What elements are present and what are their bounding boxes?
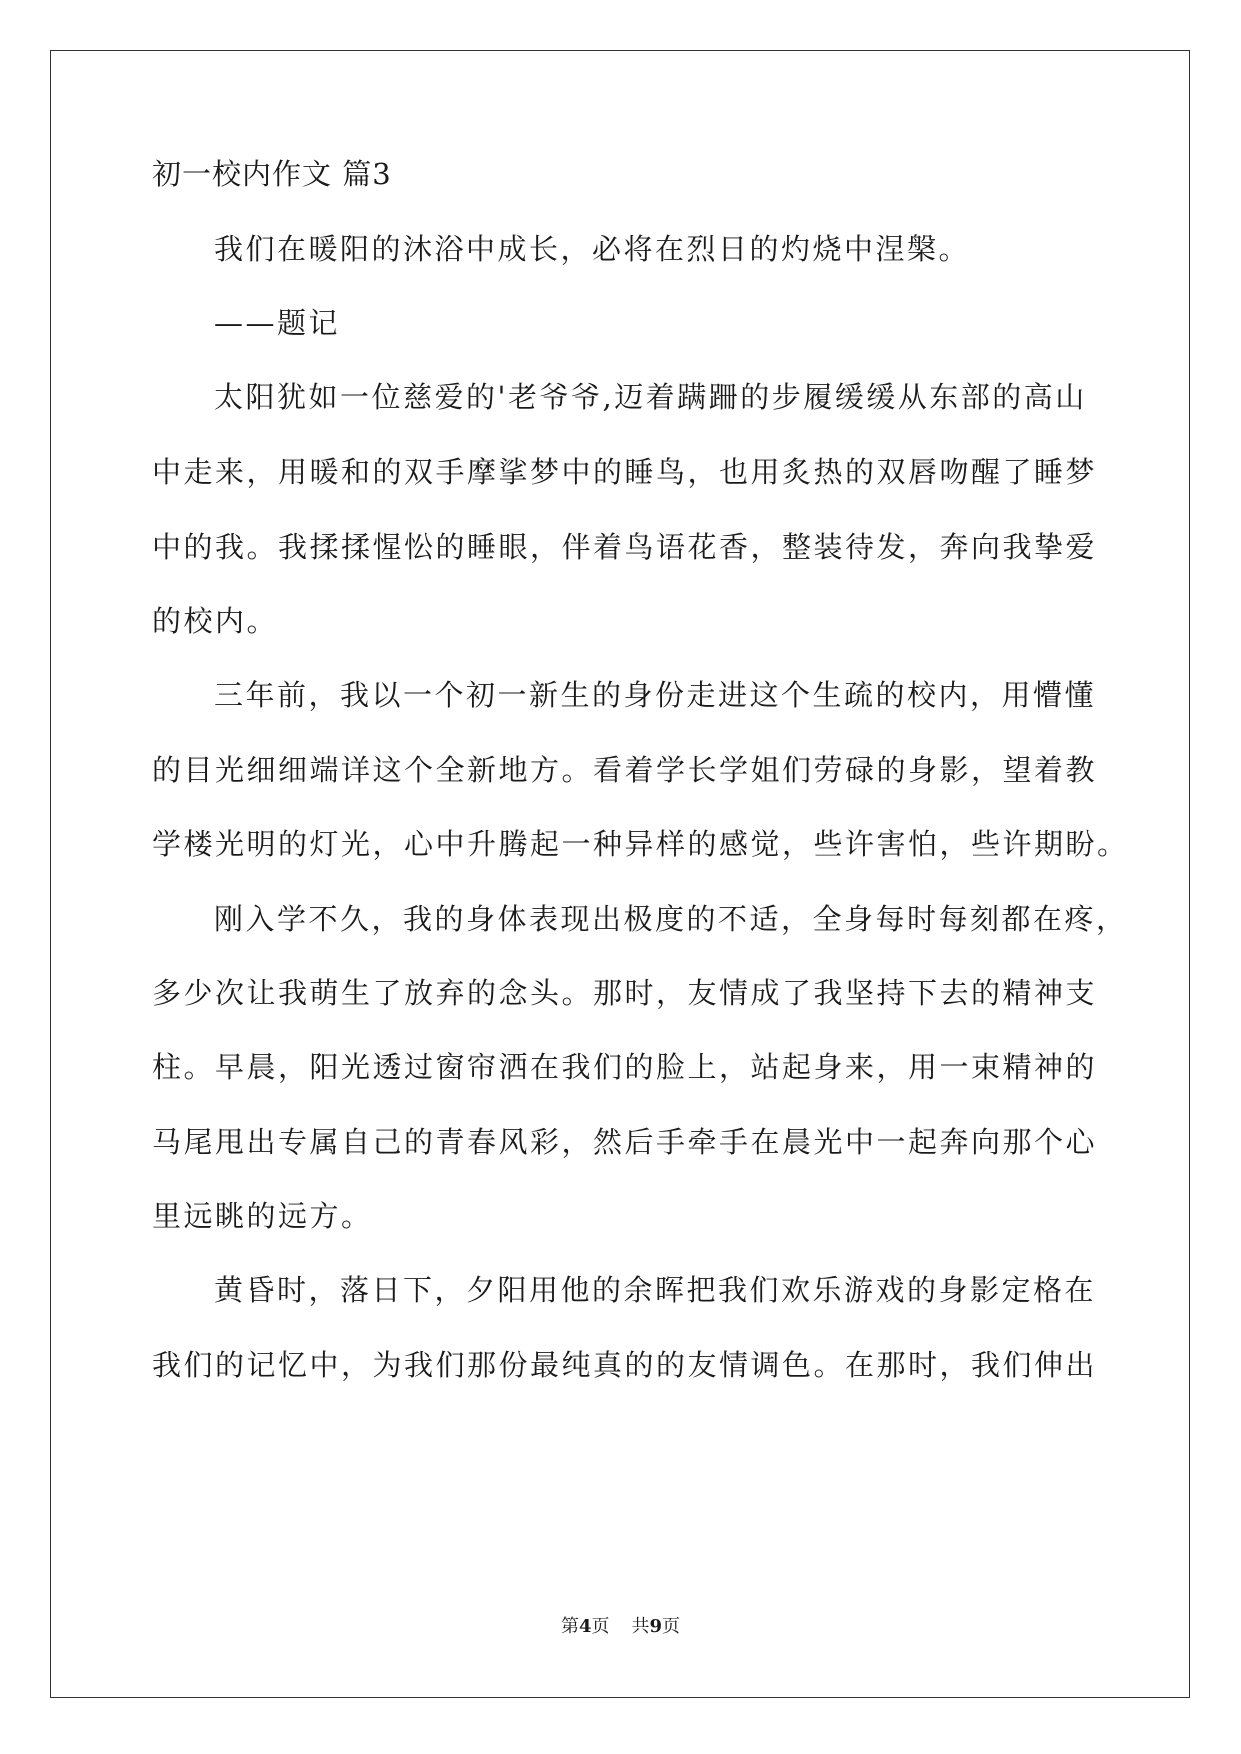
- page-footer: [0, 1616, 1241, 1638]
- body-line: 里远眺的远方。: [152, 1199, 373, 1233]
- page-number: 4: [578, 1616, 592, 1637]
- body-line: 中走来，用暖和的双手摩挲梦中的睡鸟，也用炙热的双唇吻醒了睡梦: [152, 455, 1098, 489]
- body-line: 中的我。我揉揉惺忪的睡眼，伴着鸟语花香，整装待发，奔向我挚爱: [152, 530, 1098, 564]
- page-suffix: 页: [591, 1616, 610, 1637]
- page-prefix: 第: [560, 1616, 579, 1637]
- body-line: 多少次让我萌生了放弃的念头。那时，友情成了我坚持下去的精神支: [152, 976, 1098, 1010]
- epigraph-text: 我们在暖阳的沐浴中成长，必将在烈日的灼烧中涅槃。: [214, 232, 971, 266]
- body-line: 我们的记忆中，为我们那份最纯真的的友情调色。在那时，我们伸出: [152, 1348, 1098, 1382]
- body-line: 黄昏时，落日下，夕阳用他的余晖把我们欢乐游戏的身影定格在: [214, 1273, 1097, 1307]
- page-border: [50, 50, 1190, 1698]
- body-line: 太阳犹如一位慈爱的'老爷爷,迈着蹒跚的步履缓缓从东部的高山: [214, 380, 1087, 414]
- body-line: 的目光细细端详这个全新地方。看着学长学姐们劳碌的身影，望着教: [152, 753, 1098, 787]
- body-line: 马尾甩出专属自己的青春风彩，然后手牵手在晨光中一起奔向那个心: [152, 1125, 1098, 1159]
- total-prefix: 共: [631, 1616, 650, 1637]
- body-line: 学楼光明的灯光，心中升腾起一种异样的感觉，些许害怕，些许期盼。: [152, 827, 1129, 861]
- document-title: 初一校内作文 篇3: [152, 157, 392, 191]
- body-line: 柱。早晨，阳光透过窗帘洒在我们的脸上，站起身来，用一束精神的: [152, 1050, 1098, 1084]
- body-line: 的校内。: [152, 604, 279, 638]
- epigraph-attribution: ——题记: [214, 306, 341, 340]
- page-total: 9: [649, 1616, 663, 1637]
- total-suffix: 页: [662, 1616, 681, 1637]
- body-line: 三年前，我以一个初一新生的身份走进这个生疏的校内，用懵懂: [214, 678, 1097, 712]
- body-line: 刚入学不久，我的身体表现出极度的不适，全身每时每刻都在疼，: [214, 902, 1128, 936]
